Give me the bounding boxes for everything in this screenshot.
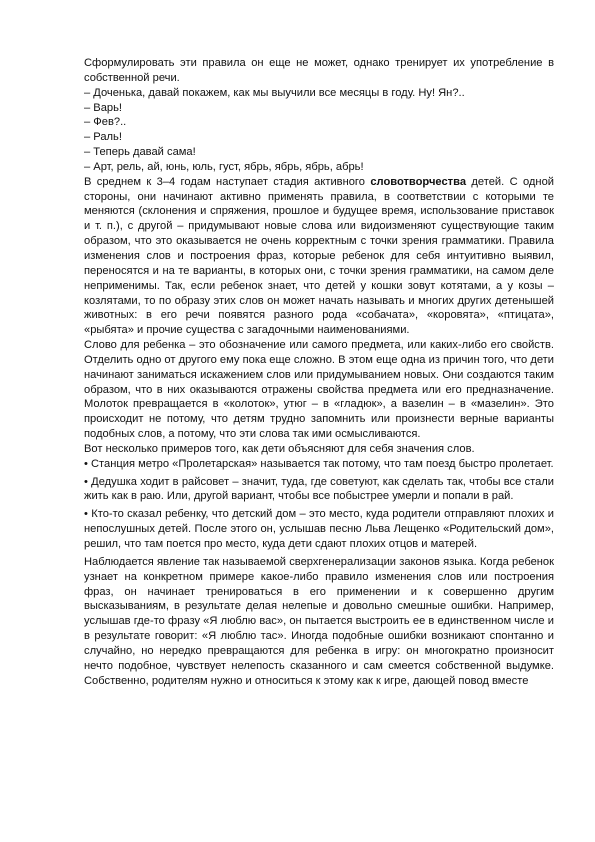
bullet-item-3: • Кто-то сказал ребенку, что детский дом – это место, куда родители отправляют плохих и непослушных детей. После этого он, услышав песню Льва Лещенко «Родительский дом», решил, что там поется про место, куда дети сдают плохих отцов и матерей. bbox=[84, 508, 554, 550]
dialogue-line-4: – Раль! bbox=[84, 131, 122, 144]
bold-term: словотворчества bbox=[370, 175, 467, 188]
paragraph-examples-intro: Вот несколько примеров того, как дети объясняют для себя значения слов. bbox=[84, 442, 475, 455]
paragraph-word-creation bbox=[84, 175, 554, 338]
paragraph-overgeneralization: Наблюдается явление так называемой сверхгенерализации законов языка. Когда ребенок узнает на конкретном примере какое-либо правило изменения слов или построения фраз, он начинает тренироваться в его применении и к совершенно другим высказываниям, в результате делая нелепые и довольно смешные ошибки. Например, услышав где-то фразу «Я люблю вас», он пытается выстроить ее в единственном числе и в результате говорит: «Я люблю тас». Иногда подобные ошибки возникают спонтанно и случайно, но нередко превращаются для ребенка в игру: он многократно произносит нечто подобное, чувствует нелепость сказанного и сам смеется собственной выдумке. Собственно, родителям нужно и относиться к этому как к игре, дающей повод вместе bbox=[84, 555, 554, 687]
dialogue-line-1: – Доченька, давай покажем, как мы выучили все месяцы в году. Ну! Ян?.. bbox=[84, 86, 465, 99]
paragraph-intro: Сформулировать эти правила он еще не может, однако тренирует их употребление в собственной речи. bbox=[84, 57, 554, 84]
paragraph-word-meaning: Слово для ребенка – это обозначение или самого предмета, или каких-либо его свойств. Отделить одно от другого ему пока еще сложно. В этом еще одна из причин того, что дети начинают заниматься искажением слов или придумыванием новых. Они создаются таким образом, что в них оказываются отражены свойства предмета или его предназначение. Молоток превращается в «колоток», утюг – в «гладюк», а вазелин – в «мазелин». Это происходит не потому, что детям трудно запомнить или произнести верные варианты подобных слов, а потому, что эти слова так ими осмысливаются. bbox=[84, 339, 554, 441]
dialogue-line-6: – Арт, рель, ай, юнь, юль, густ, ябрь, ябрь, ябрь, абрь! bbox=[84, 160, 364, 173]
paragraph-word-creation-rest: детей. С одной стороны, они начинают активно применять правила, в соответствии с которыми те меняются (склонения и спряжения, прошлое и будущее время, использование приставок и т. п.), с другой – придумывают новые слова или видоизменяют существующие таким образом, что это оказывается не очень корректным с точки зрения грамматики. Правила изменения слов и построения фраз, которые ребенок для себя интуитивно выявил, переносятся и на те варианты, в которых они, с точки зрения грамматики, на самом деле неприменимы. Так, если ребенок знает, что детей у кошки зовут котятами, а у козы – козлятами, то по образу этих слов он может начать называть и многих других детенышей животных: в его речи появятся разного рода «собачата», «коровята», «птицата», «рыбята» и прочие существа с загадочными наименованиями. bbox=[84, 175, 554, 337]
bullet-item-1: • Станция метро «Пролетарская» называется так потому, что там поезд быстро пролетает. bbox=[84, 457, 554, 470]
dialogue-line-3: – Фев?.. bbox=[84, 116, 127, 129]
bullet-item-2: • Дедушка ходит в райсовет – значит, туда, где советуют, как сделать так, чтобы все стали жить как в раю. Или, другой вариант, чтобы все побыстрее умерли и попали в рай. bbox=[84, 475, 554, 503]
dialogue-line-5: – Теперь давай сама! bbox=[84, 146, 196, 159]
dialogue-line-2: – Варь! bbox=[84, 101, 123, 114]
paragraph-word-creation-start: В среднем к 3–4 годам наступает стадия активного bbox=[84, 175, 371, 188]
document-page bbox=[84, 56, 554, 688]
